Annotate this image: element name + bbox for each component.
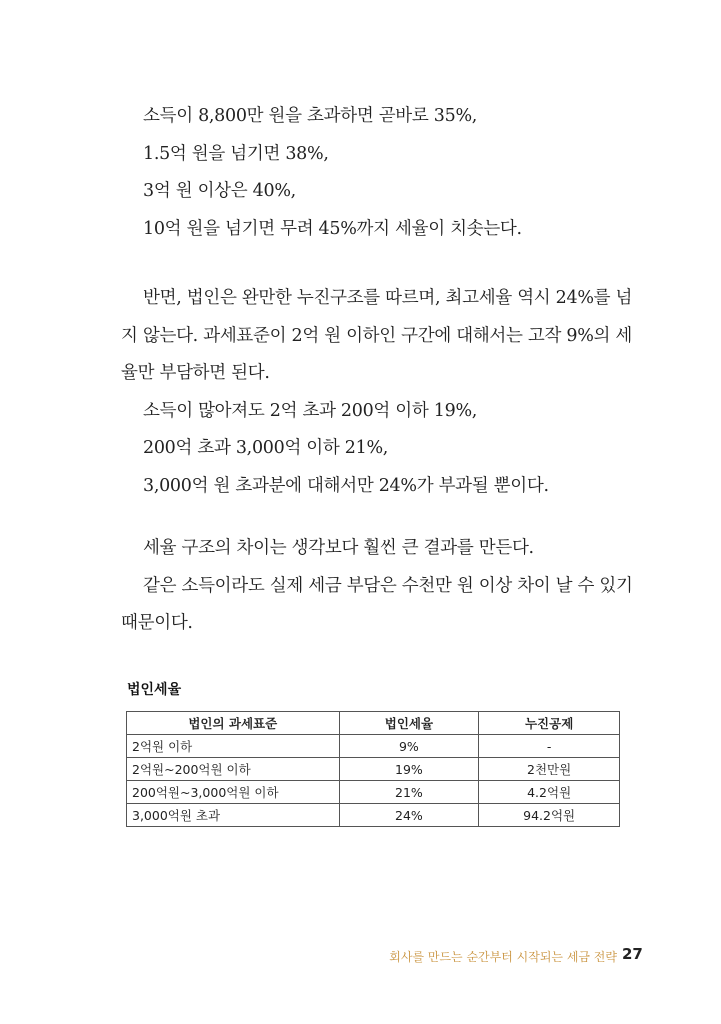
cell-tax-rate: 24% bbox=[339, 804, 479, 827]
table-row bbox=[127, 781, 620, 804]
cell-tax-base: 200억원~3,000억원 이하 bbox=[127, 781, 340, 804]
table-row bbox=[127, 804, 620, 827]
text-line: 지 않는다. 과세표준이 2억 원 이하인 구간에 대해서는 고작 9%의 세 bbox=[121, 325, 633, 346]
column-header-deduction: 누진공제 bbox=[479, 712, 620, 735]
text-line: 소득이 8,800만 원을 초과하면 곧바로 35%, bbox=[143, 106, 478, 126]
text-line: 율만 부담하면 된다. bbox=[121, 363, 270, 384]
column-header-tax-rate: 법인세율 bbox=[339, 712, 479, 735]
text-line: 3억 원 이상은 40%, bbox=[143, 181, 296, 202]
cell-tax-rate: 9% bbox=[339, 735, 479, 758]
table-row bbox=[127, 758, 620, 781]
paragraph-conclusion bbox=[121, 530, 633, 643]
text-line: 소득이 많아져도 2억 초과 200억 이하 19%, bbox=[143, 400, 478, 421]
text-line: 200억 초과 3,000억 이하 21%, bbox=[143, 438, 389, 459]
cell-deduction: - bbox=[479, 735, 620, 758]
table-title: 법인세율 bbox=[127, 682, 182, 698]
table-row bbox=[127, 735, 620, 758]
text-line: 때문이다. bbox=[121, 613, 193, 634]
text-line: 10억 원을 넘기면 무려 45%까지 세율이 치솟는다. bbox=[143, 218, 522, 239]
text-line: 3,000억 원 초과분에 대해서만 24%가 부과될 뿐이다. bbox=[143, 475, 549, 496]
cell-tax-rate: 19% bbox=[339, 758, 479, 781]
text-line: 1.5억 원을 넘기면 38%, bbox=[143, 143, 329, 164]
page-number: 27 bbox=[622, 945, 643, 963]
paragraph-corporate-tax bbox=[121, 280, 633, 506]
text-line: 반면, 법인은 완만한 누진구조를 따르며, 최고세율 역시 24%를 넘 bbox=[143, 288, 633, 308]
text-line: 세율 구조의 차이는 생각보다 훨씬 큰 결과를 만든다. bbox=[143, 538, 534, 558]
corporate-tax-table bbox=[126, 711, 620, 827]
paragraph-income-tax-brackets bbox=[121, 98, 621, 248]
cell-tax-rate: 21% bbox=[339, 781, 479, 804]
column-header-tax-base: 법인의 과세표준 bbox=[127, 712, 340, 735]
cell-tax-base: 2억원~200억원 이하 bbox=[127, 758, 340, 781]
cell-tax-base: 2억원 이하 bbox=[127, 735, 340, 758]
cell-deduction: 2천만원 bbox=[479, 758, 620, 781]
cell-tax-base: 3,000억원 초과 bbox=[127, 804, 340, 827]
table-header-row bbox=[127, 712, 620, 735]
cell-deduction: 94.2억원 bbox=[479, 804, 620, 827]
running-footer-title: 회사를 만드는 순간부터 시작되는 세금 전략 bbox=[389, 950, 617, 964]
cell-deduction: 4.2억원 bbox=[479, 781, 620, 804]
text-line: 같은 소득이라도 실제 세금 부담은 수천만 원 이상 차이 날 수 있기 bbox=[143, 575, 633, 596]
